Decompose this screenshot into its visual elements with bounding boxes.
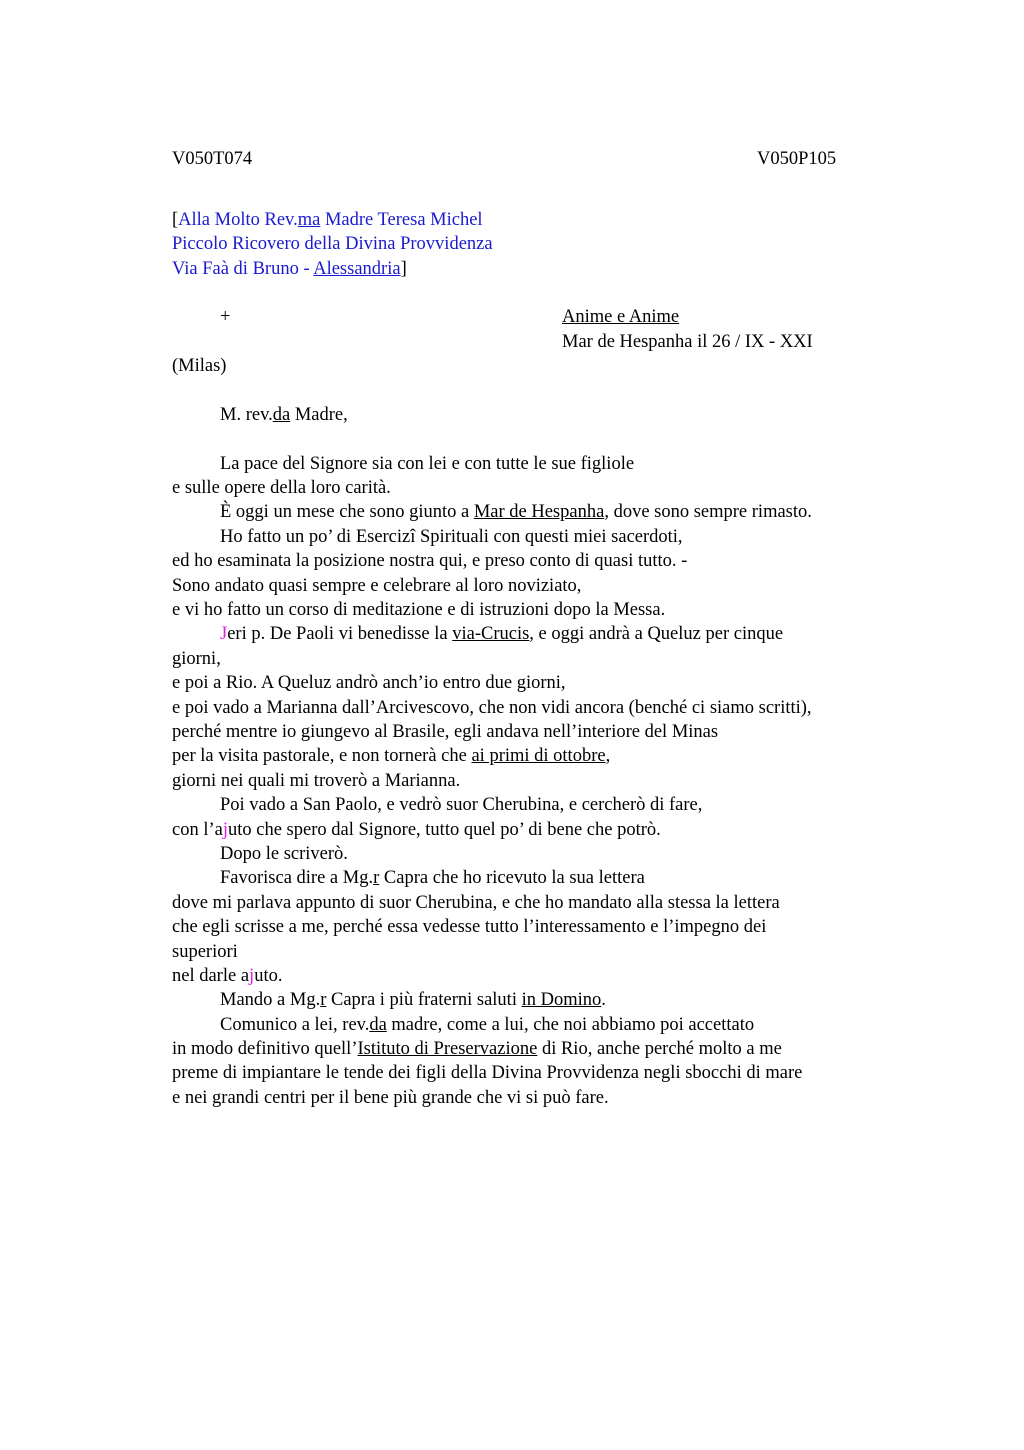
body-line: per la visita pastorale, e non tornerà che ai primi di ottobre,	[172, 746, 611, 767]
body-line: e vi ho fatto un corso di meditazione e di istruzioni dopo la Messa.	[172, 600, 666, 621]
body-line: preme di impiantare le tende dei figli della Divina Provvidenza negli sbocchi di mare	[172, 1063, 803, 1084]
body-line: e sulle opere della loro carità.	[172, 478, 391, 499]
body-line: Favorisca dire a Mg.r Capra che ho ricevuto la sua lettera	[220, 868, 645, 889]
letter-body	[172, 452, 892, 1111]
body-line: in modo definitivo quell’Istituto di Preservazione di Rio, anche perché molto a me	[172, 1039, 782, 1060]
body-line: È oggi un mese che sono giunto a Mar de Hespanha, dove sono sempre rimasto.	[220, 502, 812, 523]
letter-page	[172, 147, 892, 1110]
date-row	[172, 330, 892, 354]
address-block	[172, 208, 892, 281]
bracket-open: [	[172, 209, 179, 230]
cross-mark: +	[220, 307, 231, 328]
body-line: Mando a Mg.r Capra i più fraterni saluti in Domino.	[220, 990, 606, 1011]
body-line: e poi a Rio. A Queluz andrò anch’io entro due giorni,	[172, 673, 566, 694]
address-line-1: Alla Molto Rev.ma Madre Teresa Michel	[178, 209, 483, 230]
body-line: nel darle ajuto.	[172, 965, 283, 986]
body-line: La pace del Signore sia con lei e con tutte le sue figliole	[220, 453, 635, 474]
body-line: Sono andato quasi sempre e celebrare al loro noviziato,	[172, 575, 582, 596]
body-line: Ho fatto un po’ di Esercizi Spirituali con questi miei sacerdoti,	[220, 526, 683, 547]
document-code: V050T074	[172, 149, 253, 169]
heading-row	[172, 305, 892, 329]
body-line: e nei grandi centri per il bene più grande che vi si può fare.	[172, 1087, 609, 1108]
address-line-3: Via Faà di Bruno - Alessandria]	[172, 258, 407, 279]
body-line: Jeri p. De Paoli vi benedisse la via-Crucis, e oggi andrà a Queluz per cinque	[220, 624, 784, 645]
body-line: dove mi parlava appunto di suor Cherubina, e che ho mandato alla stessa la lettera	[172, 892, 780, 913]
body-line: giorni nei quali mi troverò a Marianna.	[172, 770, 461, 791]
body-line: Dopo le scriverò.	[220, 843, 348, 864]
page-header	[172, 147, 892, 171]
note: (Milas)	[172, 356, 227, 377]
salutation: M. rev.da Madre,	[220, 404, 348, 425]
address-line-2: Piccolo Ricovero della Divina Provvidenza	[172, 234, 493, 255]
body-line: con l’ajuto che spero dal Signore, tutto quel po’ di bene che potrò.	[172, 819, 661, 840]
body-line: e poi vado a Marianna dall’Arcivescovo, che non vidi ancora (benché ci siamo scritti),	[172, 697, 812, 718]
motto: Anime e Anime	[562, 307, 680, 328]
page-code: V050P105	[757, 149, 837, 169]
body-line: Poi vado a San Paolo, e vedrò suor Cherubina, e cercherò di fare,	[220, 795, 703, 816]
body-line: giorni,	[172, 648, 221, 669]
place-date: Mar de Hespanha il 26 / IX - XXI	[562, 331, 813, 352]
body-line: superiori	[172, 941, 238, 962]
body-line: Comunico a lei, rev.da madre, come a lui, che noi abbiamo poi accettato	[220, 1014, 755, 1035]
body-line: che egli scrisse a me, perché essa vedesse tutto l’interessamento e l’impegno dei	[172, 917, 767, 938]
body-line: perché mentre io giungevo al Brasile, egli andava nell’interiore del Minas	[172, 721, 719, 742]
body-line: ed ho esaminata la posizione nostra qui, e preso conto di quasi tutto. -	[172, 551, 688, 572]
